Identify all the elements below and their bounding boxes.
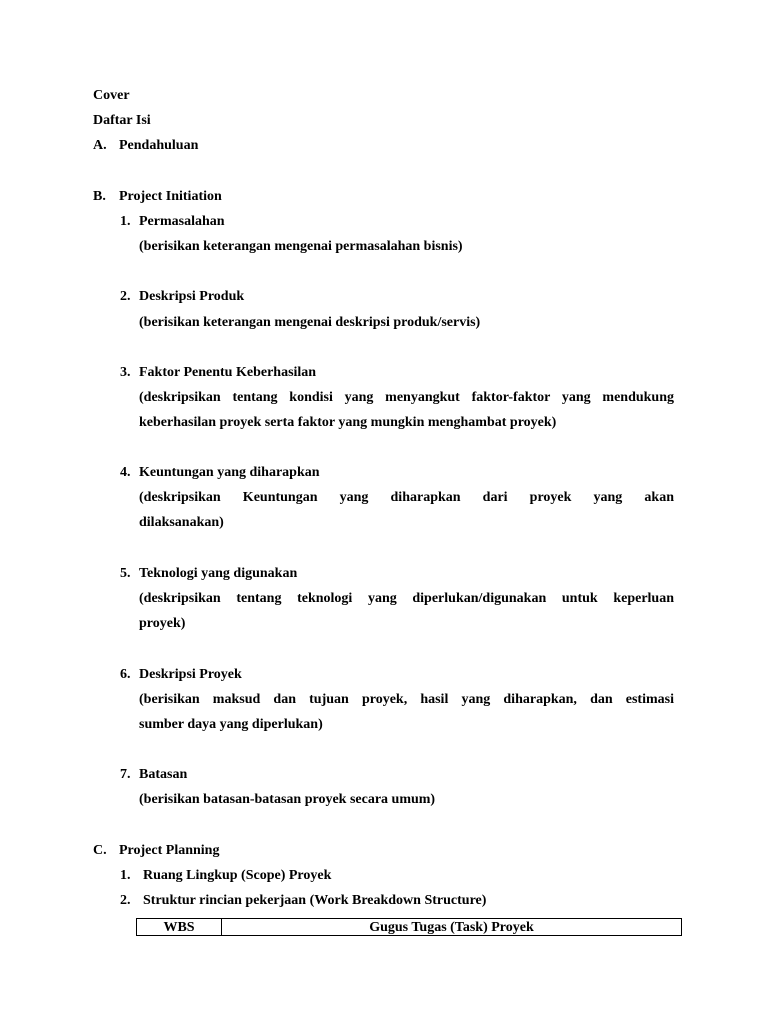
section-a-letter: A. — [93, 138, 107, 153]
table-header-row — [137, 919, 682, 936]
item-title: Faktor Penentu Keberhasilan — [139, 365, 317, 380]
item-title: Struktur rincian pekerjaan (Work Breakdown Structure) — [143, 893, 487, 908]
table-header-task: Gugus Tugas (Task) Proyek — [222, 919, 682, 936]
item-number: 7. — [120, 767, 131, 782]
item-title: Permasalahan — [139, 214, 225, 229]
item-number: 2. — [120, 289, 131, 304]
item-number: 5. — [120, 566, 131, 581]
item-title: Deskripsi Proyek — [139, 667, 242, 682]
item-number: 1. — [120, 868, 131, 883]
item-number: 2. — [120, 893, 131, 908]
wbs-table — [136, 918, 682, 936]
item-description-line: sumber daya yang diperlukan) — [139, 717, 323, 732]
section-c-letter: C. — [93, 843, 107, 858]
item-title: Batasan — [139, 767, 188, 782]
item-title: Ruang Lingkup (Scope) Proyek — [143, 868, 332, 883]
section-c-title: Project Planning — [119, 843, 220, 858]
item-title: Keuntungan yang diharapkan — [139, 465, 320, 480]
item-number: 4. — [120, 465, 131, 480]
toc-heading: Daftar Isi — [93, 113, 151, 128]
item-number: 3. — [120, 365, 131, 380]
item-description-line: proyek) — [139, 616, 186, 631]
item-description: (berisikan keterangan mengenai deskripsi produk/servis) — [139, 315, 481, 330]
item-title: Teknologi yang digunakan — [139, 566, 298, 581]
item-description-line: (deskripsikan Keuntungan yang diharapkan dari proyek yang akan — [139, 490, 674, 505]
section-b-title: Project Initiation — [119, 189, 222, 204]
item-title: Deskripsi Produk — [139, 289, 245, 304]
item-description-line: dilaksanakan) — [139, 515, 224, 530]
table-header-wbs: WBS — [137, 919, 222, 936]
section-b-letter: B. — [93, 189, 106, 204]
item-description-line: keberhasilan proyek serta faktor yang mungkin menghambat proyek) — [139, 415, 557, 430]
item-description: (berisikan keterangan mengenai permasalahan bisnis) — [139, 239, 463, 254]
cover-heading: Cover — [93, 88, 130, 103]
section-a-title: Pendahuluan — [119, 138, 199, 153]
item-description-line: (deskripsikan tentang kondisi yang menyangkut faktor-faktor yang mendukung — [139, 390, 674, 405]
item-number: 6. — [120, 667, 131, 682]
item-number: 1. — [120, 214, 131, 229]
item-description-line: (berisikan maksud dan tujuan proyek, hasil yang diharapkan, dan estimasi — [139, 692, 674, 707]
item-description-line: (deskripsikan tentang teknologi yang diperlukan/digunakan untuk keperluan — [139, 591, 674, 606]
item-description: (berisikan batasan-batasan proyek secara umum) — [139, 792, 436, 807]
